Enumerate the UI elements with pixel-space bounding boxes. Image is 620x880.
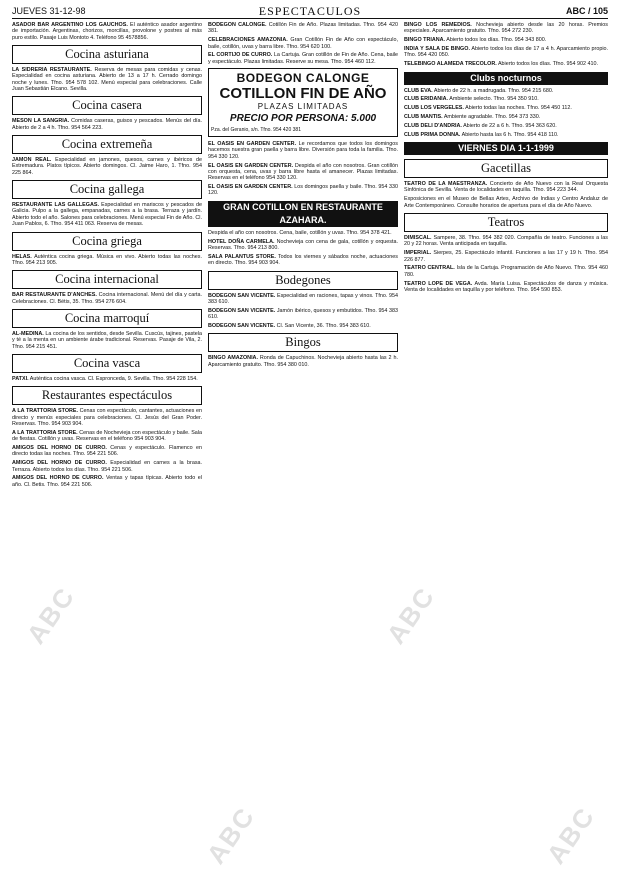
listing-name: DIMISCAL. bbox=[404, 235, 432, 241]
section-heading: Gacetillas bbox=[404, 159, 608, 178]
section-heading: Cocina asturiana bbox=[12, 45, 202, 64]
column-3 bbox=[404, 22, 608, 874]
listing-text: Auténtica cocina griega. Música en vivo. Abierto todas las noches. Tfno. 954 213 905. bbox=[12, 253, 202, 266]
listing-entry bbox=[12, 67, 202, 92]
listing-name: AL-MEDINA. bbox=[12, 330, 44, 337]
section-heading: Cocina marroquí bbox=[12, 309, 202, 328]
listing-text: Todos los viernes y sábados noche, actuaciones en directo. Tfno. 954 903 904. bbox=[208, 253, 398, 267]
listing-name: CLUB EVA. bbox=[404, 87, 433, 94]
ad-line-5: Pza. del Geranio, s/n. Tfno. 954 420 381 bbox=[211, 127, 301, 134]
listing-text: Abierto hasta las 6 h. Tfno. 954 418 110. bbox=[460, 131, 559, 138]
listing-name: BODEGON SAN VICENTE. bbox=[208, 292, 276, 299]
watermark-mark: ABC bbox=[200, 801, 261, 870]
listing-name: CLUB ERIDANIA. bbox=[404, 96, 449, 103]
listing-entry bbox=[12, 445, 202, 458]
ad-line-2: COTILLON FIN DE AÑO bbox=[219, 85, 387, 103]
listing-name: LA SIDRERIA RESTAURANTE. bbox=[12, 67, 92, 74]
listing-name: EL OASIS EN GARDEN CENTER. bbox=[208, 141, 297, 148]
listing-text: Ronda de Capuchinos. Nochevieja abierto hasta las 2 h. Aparcamiento gratuito. Tfno. 954 380 010. bbox=[208, 355, 398, 368]
listing-text: Cl. San Vicente, 36. Tfno. 954 383 610. bbox=[275, 322, 371, 329]
listing-text: Especialidad en carnes a la brasa. Terraza. Abierto todos los días. Tfno. 954 221 506. bbox=[12, 460, 202, 473]
listing-entry bbox=[404, 46, 608, 59]
listing-text: Le recordamos que todos los domingos hacemos nuestra gran paella y barra libre. Diversión para toda la familia. Tfno. 954 330 120. bbox=[208, 141, 398, 160]
column-1 bbox=[12, 22, 202, 874]
listing-entry bbox=[208, 308, 398, 321]
listing-name: BODEGON SAN VICENTE. bbox=[208, 322, 276, 329]
watermark-mark: ABC bbox=[380, 581, 441, 650]
listing-entry bbox=[12, 292, 202, 305]
listing-name: CELEBRACIONES AMAZONIA. bbox=[208, 37, 288, 44]
listing-name: EL OASIS EN GARDEN CENTER. bbox=[208, 162, 294, 169]
listing-text: Especialidad en raciones, tapas y vinos. Tfno. 954 383 610. bbox=[208, 292, 398, 305]
listing-entry bbox=[208, 184, 398, 197]
listing-entry bbox=[208, 355, 398, 368]
listing-name: CLUB LOS VERGELES. bbox=[404, 105, 464, 112]
listing-text: Abierto de 22 a 6 h. Tfno. 954 363 620. bbox=[461, 122, 557, 129]
listing-entry bbox=[208, 254, 398, 267]
section-heading: Cocina griega bbox=[12, 232, 202, 251]
listing-entry bbox=[208, 239, 398, 252]
section-heading: Bodegones bbox=[208, 271, 398, 290]
listing-name: BINGO TRIANA. bbox=[404, 37, 446, 44]
listing-text: Cenas de Nochevieja con espectáculo y baile. Sala de fiestas. Cotillón y uvas. Reservas en el teléfono 954 903 904. bbox=[12, 429, 202, 443]
section-heading: Cocina extremeña bbox=[12, 135, 202, 154]
listing-text: Ambiente selecto. Tfno. 954 350 910. bbox=[448, 96, 539, 103]
section-banner: GRAN COTILLON EN RESTAURANTE AZAHARA. bbox=[208, 201, 398, 227]
listing-name: TEATRO DE LA MAESTRANZA. bbox=[404, 181, 488, 188]
ad-line-1: BODEGON CALONGE bbox=[236, 71, 370, 86]
listing-entry bbox=[404, 37, 608, 43]
listing-text: Abierto todos los días. Tfno. 954 902 410. bbox=[496, 61, 598, 68]
section-banner: VIERNES DIA 1-1-1999 bbox=[404, 142, 608, 155]
column-2-bottom bbox=[208, 141, 398, 368]
listing-text: Abierto todas las noches. Tfno. 954 450 112. bbox=[463, 105, 572, 112]
listing-name: TELEBINGO ALAMEDA TRECOLOR. bbox=[404, 61, 497, 68]
section-banner: Clubs nocturnos bbox=[404, 72, 608, 85]
listing-name: TEATRO CENTRAL. bbox=[404, 265, 455, 272]
listing-entry bbox=[404, 250, 608, 263]
listing-text: Auténtica cocina vasca. Cl. Espronceda, 9. Sevilla. Tfno. 954 228 154. bbox=[28, 375, 198, 382]
listing-text: Exposiciones en el Museo de Bellas Artes, Archivo de Indias y Centro Andaluz de Arte Contemporáneo. Consulte horarios de apertura para el día de Año Nuevo. bbox=[404, 196, 608, 209]
listing-entry bbox=[404, 281, 608, 294]
watermark-mark: ABC bbox=[540, 801, 601, 870]
listing-entry bbox=[208, 52, 398, 65]
listing-text: Despida el año con nosotros. Gran cotillón con orquesta, cena, uvas y barra libre hasta el amanecer. Plazas limitadas. Reservas en el teléfono 954 330 120. bbox=[208, 162, 398, 182]
listing-text: Gran Cotillón Fin de Año con espectáculo, baile, cotillón, uvas y barra libre. Tfno. 954 620 100. bbox=[208, 37, 398, 50]
listing-name: BAR RESTAURANTE D'ANCHES. bbox=[12, 292, 97, 299]
listing-name: RESTAURANTE LAS GALLEGAS. bbox=[12, 202, 99, 209]
listing-entry bbox=[404, 132, 608, 138]
section-heading: Cocina casera bbox=[12, 96, 202, 115]
listing-name: BINGO AMAZONIA. bbox=[208, 355, 258, 362]
listing-entry bbox=[208, 37, 398, 50]
section-heading: Cocina gallega bbox=[12, 180, 202, 199]
listing-name: PATXI. bbox=[12, 375, 29, 382]
listing-entry bbox=[208, 22, 398, 35]
listing-name: CLUB DELI D'ANDRIA. bbox=[404, 122, 462, 129]
listing-entry bbox=[208, 141, 398, 160]
listing-text: Cenas con espectáculo, cantantes, actuaciones en directo y menús especiales para celebraciones. Cl. Jesús del Gran Poder. Reservas. Tfno. 954 903 904. bbox=[12, 408, 202, 427]
listing-name: TEATRO LOPE DE VEGA. bbox=[404, 280, 473, 287]
listing-name: BINGO LOS REMEDIOS. bbox=[404, 22, 472, 28]
listing-entry bbox=[208, 293, 398, 306]
listing-text: Jamón ibérico, quesos y embutidos. Tfno. 954 383 610. bbox=[208, 307, 398, 321]
listing-entry bbox=[12, 430, 202, 443]
listing-name: AMIGOS DEL HORNO DE CURRO. bbox=[12, 460, 107, 467]
listing-text: Cocina internacional. Menú del día y carta. Celebraciones. Cl. Bétis, 35. Tfno. 954 276 604. bbox=[12, 292, 202, 305]
listing-text: Abierto de 22 h. a madrugada. Tfno. 954 215 680. bbox=[432, 87, 554, 94]
listing-text: Sierpes, 25. Espectáculo infantil. Funciones a las 17 y 19 h. Tfno. 954 226 877. bbox=[404, 250, 608, 263]
listing-text: Cenas y espectáculo. Flamenco en directo todas las noches. Tfno. 954 221 506. bbox=[12, 444, 202, 458]
listing-text: Especialidad en mariscos y pescados de Galicia. Pulpo a la gallega, empanadas, carnes a la brasa. Terraza y jardín. Abierto todo el año. Salones para celebraciones. Menú especial Fin de Año. Cl. Juan Pablos, 6. Tfno. 954 411 063. Reserva de mesas. bbox=[12, 202, 202, 228]
listing-name: BODEGON SAN VICENTE. bbox=[208, 307, 276, 314]
section-heading: Cocina internacional bbox=[12, 270, 202, 289]
listing-name: HOTEL DOÑA CARMELA. bbox=[208, 238, 275, 245]
listing-entry bbox=[208, 230, 398, 236]
listing-entry bbox=[12, 202, 202, 227]
page-header bbox=[12, 4, 608, 19]
listing-name: JAMON REAL. bbox=[12, 157, 52, 164]
listing-text: Comidas caseras, guisos y pescados. Menús del día. Abierto de 2 a 4 h. Tfno. 954 564 223. bbox=[12, 118, 202, 131]
listing-entry bbox=[404, 88, 608, 94]
listing-text: Sampere, 38. Tfno. 954 382 020. Compañía de teatro. Funciones a las 20 y 22 horas. Venta anticipada en taquilla. bbox=[404, 235, 608, 248]
listing-name: INDIA Y SALA DE BINGO. bbox=[404, 46, 470, 53]
section-heading: Bingos bbox=[208, 333, 398, 352]
listing-entry bbox=[404, 235, 608, 248]
listing-name: SALA PALANTUS STORE. bbox=[208, 253, 276, 260]
listing-text: El auténtico asador argentino de importación. Argentinas, chorizos, morcillas, provolone y postres al más puro estilo. Pasaje Luis Montoto 4. Teléfono 95 4578856. bbox=[12, 22, 202, 41]
listing-text: Ambiente agradable. Tfno. 954 373 330. bbox=[442, 114, 541, 121]
listing-entry bbox=[12, 118, 202, 131]
listing-entry bbox=[404, 22, 608, 35]
listing-text: Nochevieja abierto desde las 20 horas. Premios especiales. Aparcamiento gratuito. Tfno. 954 272 230. bbox=[404, 22, 608, 35]
watermark-mark: ABC bbox=[20, 581, 81, 650]
listing-name: CLUB PRIMA DONNA. bbox=[404, 131, 461, 138]
section-heading: Cocina vasca bbox=[12, 354, 202, 373]
listing-entry bbox=[208, 163, 398, 182]
listing-entry bbox=[12, 331, 202, 350]
listing-entry bbox=[404, 196, 608, 209]
listing-name: CLUB MANTIS. bbox=[404, 114, 443, 121]
listing-entry bbox=[404, 61, 608, 67]
column-2-top bbox=[208, 22, 398, 65]
header-page-number: ABC / 105 bbox=[565, 6, 608, 16]
section-heading: Restaurantes espectáculos bbox=[12, 386, 202, 405]
listing-entry bbox=[404, 181, 608, 194]
listing-entry bbox=[404, 114, 608, 120]
ad-line-3: PLAZAS LIMITADAS bbox=[257, 102, 349, 112]
listing-entry bbox=[404, 105, 608, 111]
listing-text: Especialidad en jamones, quesos, carnes y ibéricos de Extremadura. Platos típicos. Abierto domingos. Cl. Jaime Haro, 1. Tfno. 954 225 864. bbox=[12, 157, 202, 176]
listing-text: Los domingos paella y baile. Tfno. 954 330 120. bbox=[208, 184, 398, 197]
listing-name: MESON LA SANGRIA. bbox=[12, 118, 70, 125]
listing-name: AMIGOS DEL HORNO DE CURRO. bbox=[12, 444, 107, 451]
listing-text: Despida el año con nosotros. Cena, baile, cotillón y uvas. Tfno. 954 378 421. bbox=[208, 229, 392, 236]
ad-line-4: PRECIO POR PERSONA: 5.000 bbox=[229, 113, 377, 125]
listing-entry bbox=[12, 460, 202, 473]
listing-entry bbox=[12, 22, 202, 41]
listing-name: BODEGON CALONGE. bbox=[208, 22, 267, 28]
column-2 bbox=[208, 22, 398, 874]
advertisement-box bbox=[208, 68, 398, 137]
listing-entry bbox=[12, 408, 202, 427]
listing-entry bbox=[404, 265, 608, 278]
listing-entry bbox=[12, 254, 202, 267]
listing-name: A LA TRATTORIA STORE. bbox=[12, 429, 78, 436]
listing-name: IMPERIAL. bbox=[404, 250, 432, 257]
listing-entry bbox=[12, 475, 202, 488]
listing-entry bbox=[208, 323, 398, 329]
listing-name: A LA TRATTORIA STORE. bbox=[12, 408, 78, 415]
listing-text: Cotillón Fin de Año. Plazas limitadas. Tfno. 954 420 381. bbox=[208, 22, 398, 35]
section-heading: Teatros bbox=[404, 213, 608, 232]
listing-text: Abierto todos los días. Tfno. 954 343 800. bbox=[445, 37, 547, 44]
listing-name: ASADOR BAR ARGENTINO LOS GAUCHOS. bbox=[12, 22, 128, 28]
listing-name: AMIGOS DEL HORNO DE CURRO. bbox=[12, 475, 104, 482]
listing-entry bbox=[12, 376, 202, 382]
listing-text: La Cartuja. Gran cotillón de Fin de Año. Cena, baile y espectáculo. Plazas limitadas. Reserve su mesa. Tfno. 954 460 112. bbox=[208, 52, 398, 65]
listing-name: HELAS. bbox=[12, 253, 32, 260]
header-section: ESPECTACULOS bbox=[258, 4, 362, 18]
listing-text: Nochevieja con cena de gala, cotillón y orquesta. Reservas. Tfno. 954 213 800. bbox=[208, 238, 398, 251]
listing-entry bbox=[12, 157, 202, 176]
listing-text: Concierto de Año Nuevo con la Real Orquesta Sinfónica de Sevilla. Venta de localidades en taquilla. Tfno. 954 223 344. bbox=[404, 181, 608, 194]
listing-text: Avda. María Luisa. Espectáculos de danza y música. Venta de localidades en taquilla y por teléfono. Tfno. 954 590 853. bbox=[404, 280, 608, 293]
listing-text: La cocina de los sentidos, desde Sevilla. Cuscús, tajines, pastela y té a la menta en un ambiente árabe tradicional. Reservas. Pasaje de Vila, 2. Tfno. 954 215 451. bbox=[12, 330, 202, 350]
listing-name: EL CORTIJO DE CURRO. bbox=[208, 52, 273, 59]
listing-name: EL OASIS EN GARDEN CENTER. bbox=[208, 184, 293, 191]
listing-text: Ventas y tapas típicas. Abierto todo el año. Cl. Betis. Tfno. 954 221 506. bbox=[12, 475, 202, 488]
listing-text: Abierto todos los días de 17 a 4 h. Aparcamiento propio. Tfno. 954 420 050. bbox=[404, 46, 608, 59]
header-date: JUEVES 31-12-98 bbox=[12, 6, 86, 16]
listing-text: Reserva de mesas para comidas y cenas. Especialidad en cocina asturiana. Abierto de 13 a 17 h. Cerrado domingo noche y lunes. Tfno. 954 578 102. Menú especial para celebraciones. Calle Juan Sebastián Elcano. Sevilla. bbox=[12, 67, 202, 93]
listing-entry bbox=[404, 96, 608, 102]
listing-entry bbox=[404, 123, 608, 129]
listing-text: Isla de la Cartuja. Programación de Año Nuevo. Tfno. 954 460 780. bbox=[404, 265, 608, 278]
